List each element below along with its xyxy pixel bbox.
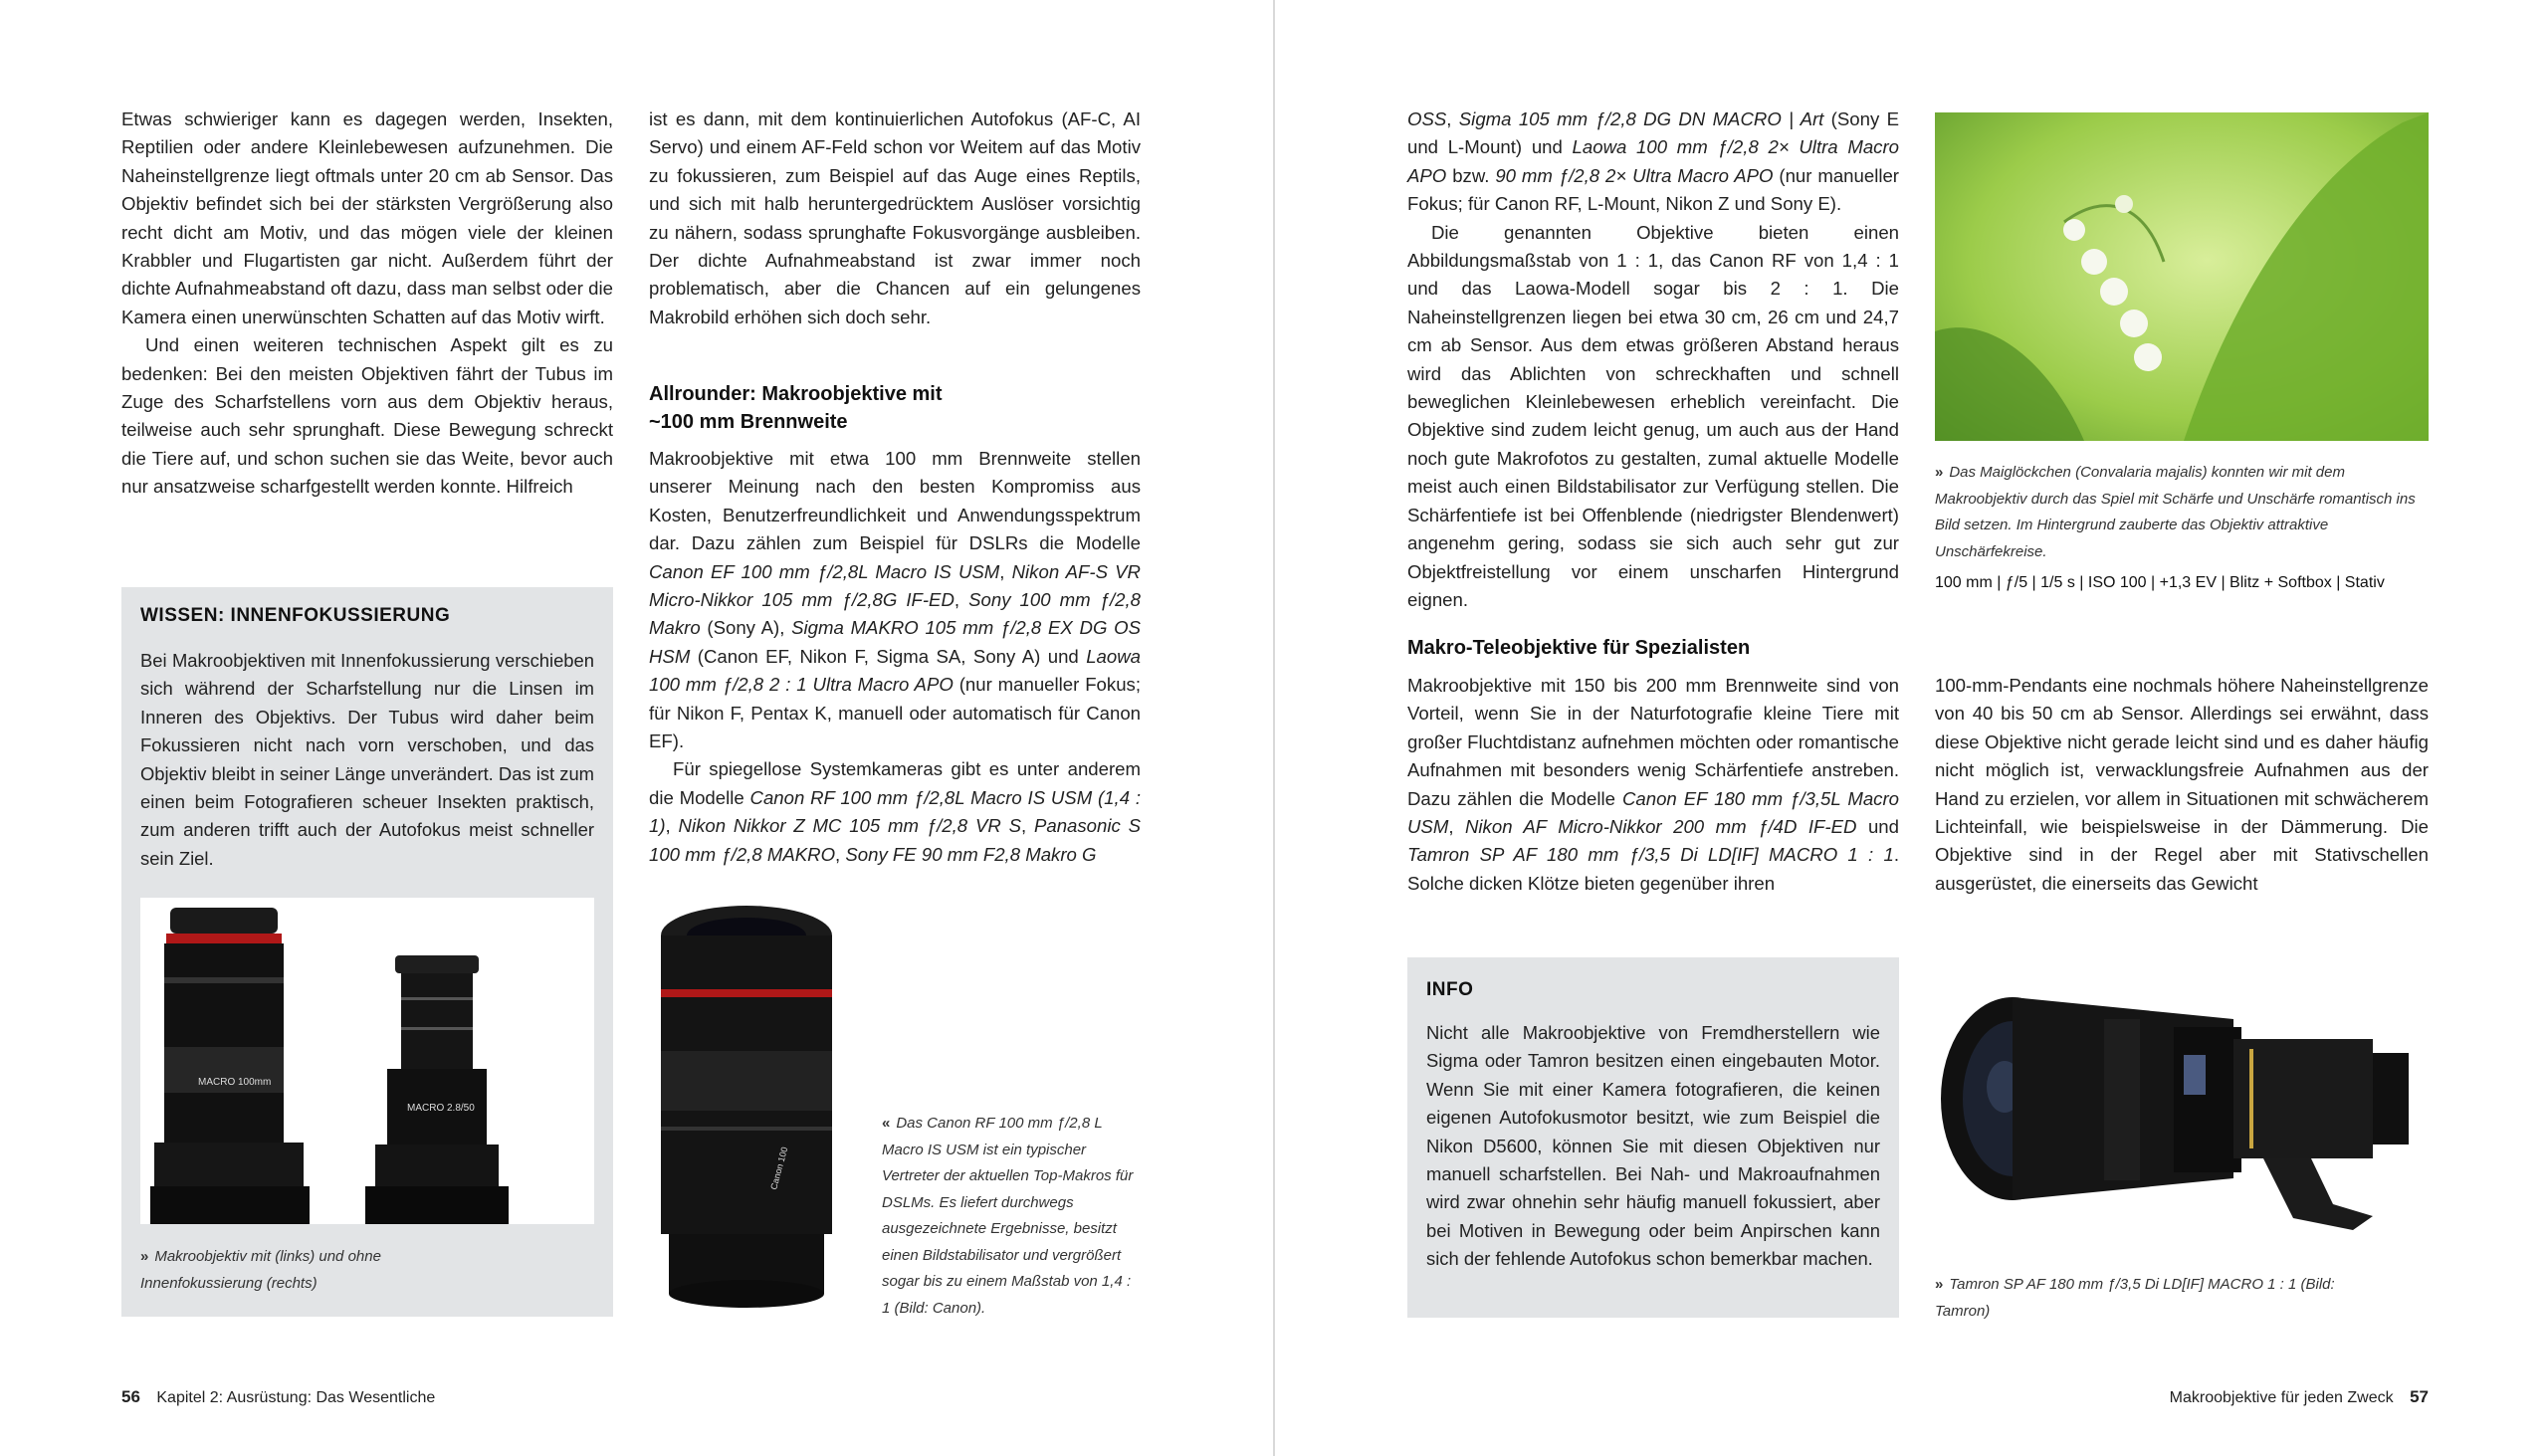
lens-right-label: MACRO 2.8/50 (407, 1103, 475, 1114)
lens-left-label: MACRO 100mm (198, 1077, 272, 1088)
wissen-box (121, 587, 613, 1317)
heading-line: ~100 mm Brennweite (649, 411, 848, 433)
paragraph: Für spiegellose Systemkameras gibt es unter anderem die Modelle Canon RF 100 mm ƒ/2,8L Macro IS USM (1,4 : 1), Nikon Nikkor Z MC 105 mm ƒ/2,8 VR S, Panasonic S 100 mm ƒ/2,8 MAKRO, Sony FE 90 mm F2,8 Makro G (649, 758, 1141, 865)
wissen-box-caption (140, 1244, 499, 1297)
caption-text: Makroobjektiv mit (links) und ohne Innenfokussierung (rechts) (140, 1248, 381, 1292)
caption-text: Das Canon RF 100 mm ƒ/2,8 L Macro IS USM ist ein typischer Vertreter der aktuellen Top-Makros für DSLMs. Es liefert durchwegs ausgezeichnete Ergebnisse, besitzt einen Bildstabilisator und vergrößert sogar bis zu einem Maßstab von 1,4 : 1 (Bild: Canon). (882, 1115, 1134, 1317)
tamron-caption (1935, 1272, 2353, 1325)
flower-caption (1935, 460, 2429, 565)
info-box-title: INFO (1426, 979, 1474, 1000)
left-column-1 (121, 105, 613, 502)
caption-marker-icon: » (1935, 464, 1944, 481)
section-title: Makroobjektive für jeden Zweck (2169, 1389, 2394, 1406)
info-box (1407, 957, 1899, 1318)
tamron-lens-photo (1935, 969, 2429, 1268)
wissen-box-text: Bei Makroobjektiven mit Innenfokussierung verschieben sich während der Scharfstellung nur die Linsen im Inneren des Objektivs. Der Tubus wird daher beim Fokussieren nicht nach vorn verschoben, und das Objektiv bleibt in seiner Länge unverändert. Das ist zum einen beim Fotografieren scheuer Insekten praktisch, zum anderen trifft auch der Autofokus meist schneller sein Ziel. (140, 650, 594, 869)
tele-heading: Makro-Teleobjektive für Spezialisten (1407, 637, 1751, 659)
right-column-1 (1407, 105, 1899, 614)
paragraph: OSS, Sigma 105 mm ƒ/2,8 DG DN MACRO | Art (Sony E und L-Mount) und Laowa 100 mm ƒ/2,8 2× Ultra Macro APO bzw. 90 mm ƒ/2,8 2× Ultra Macro APO (nur manueller Fokus; für Canon RF, L-Mount, Nikon Z und Sony E). (1407, 108, 1899, 215)
paragraph: Etwas schwieriger kann es dagegen werden, Insekten, Reptilien oder andere Kleinlebewesen aufzunehmen. Die Naheinstellgrenze liegt oftmals unter 20 cm ab Sensor. Das Objektiv befindet sich bei der stärksten Vergrößerung also recht dicht am Motiv, und das mögen viele der kleinen Krabbler und Flugartisten gar nicht. Außerdem führt der dichte Aufnahmeabstand oft dazu, dass man selbst oder die Kamera einen unerwünschten Schatten auf das Motiv wirft. (121, 108, 613, 327)
caption-text: Das Maiglöckchen (Convalaria majalis) konnten wir mit dem Makroobjektiv durch das Spiel mit Schärfe und Unschärfe romantisch ins Bild setzen. Im Hintergrund zauberte das Objektiv attraktive Unschärfekreise. (1935, 464, 2416, 560)
chapter-title: Kapitel 2: Ausrüstung: Das Wesentliche (156, 1389, 436, 1406)
caption-marker-icon: » (140, 1248, 149, 1265)
book-spine (1273, 0, 1275, 1456)
page-number: 57 (2410, 1387, 2429, 1406)
wissen-box-title: WISSEN: INNENFOKUSSIERUNG (140, 605, 451, 626)
canon-rf-caption (882, 1111, 1143, 1322)
right-column-1-body (1407, 672, 1899, 898)
lenses-comparison-photo (140, 898, 594, 1224)
caption-text: Tamron SP AF 180 mm ƒ/3,5 Di LD[IF] MACRO 1 : 1 (Bild: Tamron) (1935, 1276, 2335, 1320)
left-column-2 (649, 105, 1141, 331)
left-column-2-body (649, 445, 1141, 869)
page-number: 56 (121, 1387, 140, 1406)
heading-line: Allrounder: Makroobjektive mit (649, 383, 943, 405)
paragraph: Makroobjektive mit 150 bis 200 mm Brennweite sind von Vorteil, wenn Sie in der Naturfotografie kleine Tiere mit großer Fluchtdistanz aufnehmen möchten oder romantische Aufnahmen mit besonders wenig Schärfentiefe anstreben. Dazu zählen die Modelle Canon EF 180 mm ƒ/3,5L Macro USM, Nikon AF Micro-Nikkor 200 mm ƒ/4D IF-ED und Tamron SP AF 180 mm ƒ/3,5 Di LD[IF] MACRO 1 : 1. Solche dicken Klötze bieten gegenüber ihren (1407, 675, 1899, 894)
paragraph: ist es dann, mit dem kontinuierlichen Autofokus (AF-C, AI Servo) und einem AF-Feld schon vor Weitem auf das Motiv zu fokussieren, zum Beispiel auf das Auge eines Reptils, und sich mit halb heruntergedrücktem Auslöser vorsichtig zu nähern, sodass sprunghafte Fokusvorgänge ausbleiben. Der dichte Aufnahmeabstand ist zwar immer noch problematisch, aber die Chancen auf ein gelungenes Makrobild erhöhen sich doch sehr. (649, 108, 1141, 327)
flower-exif: 100 mm | ƒ/5 | 1/5 s | ISO 100 | +1,3 EV | Blitz + Softbox | Stativ (1935, 574, 2385, 591)
right-column-2-body (1935, 672, 2429, 898)
caption-marker-icon: » (1935, 1276, 1944, 1293)
canon-rf-lens-photo (647, 902, 846, 1320)
paragraph: 100-mm-Pendants eine nochmals höhere Naheinstellgrenze von 40 bis 50 cm ab Sensor. Allerdings sei erwähnt, dass diese Objektive nicht gerade leicht sind und es daher häufig nicht möglich ist, verwacklungsfreie Aufnahmen aus der Hand zu erzielen, vor allem in Situationen mit schwächerem Lichteinfall, wie beispielsweise in der Dämmerung. Die Objektive sind in der Regel aber mit Stativschellen ausgerüstet, die einerseits das Gewicht (1935, 675, 2429, 894)
info-box-text: Nicht alle Makroobjektive von Fremdherstellern wie Sigma oder Tamron besitzen einen eingebauten Motor. Wenn Sie mit einer Kamera fotografieren, die keinen eigenen Autofokusmotor besitzt, wie zum Beispiel die Nikon D5600, können Sie mit diesen Objektiven nur manuell scharfstellen. Bei Nah- und Makroaufnahmen wird zwar ohnehin sehr häufig manuell fokussiert, aber bei Motiven in Bewegung oder beim Anpirschen kann sich der fehlende Autofokus schon bemerkbar machen. (1426, 1022, 1880, 1270)
allrounder-heading (649, 380, 1141, 436)
rf-lens-label: Canon 100 (768, 1145, 790, 1191)
caption-marker-icon: « (882, 1115, 891, 1132)
lily-of-the-valley-photo (1935, 112, 2429, 441)
paragraph: Die genannten Objektive bieten einen Abbildungsmaßstab von 1 : 1, das Canon RF von 1,4 : 1 und das Laowa-Modell sogar bis 2 : 1. Die Naheinstellgrenzen liegen bei etwa 30 cm, 26 cm und 24,7 cm ab Sensor. Aus dem etwas größeren Abstand heraus wird das Ablichten von schreckhaften und schnell beweglichen Kleinlebewesen erheblich vereinfacht. Die Objektive sind zudem leicht genug, um auch aus der Hand noch gute Makrofotos zu gestalten, zumal aktuelle Modelle meist auch einen Bildstabilisator zur Verfügung stellen. Die Schärfentiefe ist bei Offenblende (niedrigster Blendenwert) angenehm gering, sodass sie sich auch sehr gut zur Objektfreistellung vor einem unscharfen Hintergrund eignen. (1407, 221, 1899, 610)
paragraph: Makroobjektive mit etwa 100 mm Brennweite stellen unserer Meinung nach den besten Kompromiss aus Kosten, Benutzerfreundlichkeit und Anwendungsspektrum dar. Dazu zählen zum Beispiel für DSLRs die Modelle Canon EF 100 mm ƒ/2,8L Macro IS USM, Nikon AF-S VR Micro-Nikkor 105 mm ƒ/2,8G IF-ED, Sony 100 mm ƒ/2,8 Makro (Sony A), Sigma MAKRO 105 mm ƒ/2,8 EX DG OS HSM (Canon EF, Nikon F, Sigma SA, Sony A) und Laowa 100 mm ƒ/2,8 2 : 1 Ultra Macro APO (nur manueller Fokus; für Nikon F, Pentax K, manuell oder automatisch für Canon EF). (649, 448, 1141, 752)
paragraph: Und einen weiteren technischen Aspekt gilt es zu bedenken: Bei den meisten Objektiven fährt der Tubus im Zuge des Scharfstellens vorn aus dem Objektiv heraus, teilweise auch sehr sprunghaft. Diese Bewegung schreckt die Tiere auf, und schon suchen sie das Weite, bevor auch nur ansatzweise scharfgestellt werden konnte. Hilfreich (121, 334, 613, 498)
right-folio (2170, 1387, 2429, 1407)
left-folio (121, 1387, 435, 1407)
